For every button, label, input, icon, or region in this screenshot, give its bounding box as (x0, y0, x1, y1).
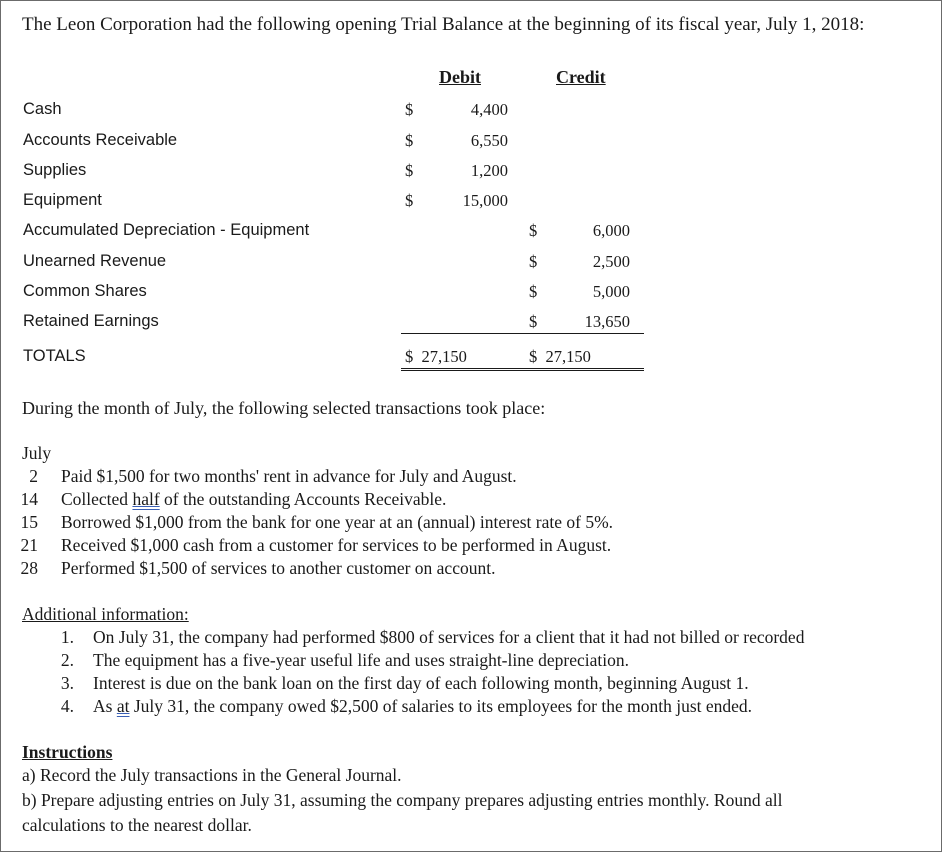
transaction-text: Collected half of the outstanding Accounts Receivable. (61, 489, 447, 509)
account-name: Accounts Receivable (23, 131, 178, 149)
currency-sign: $ (529, 221, 538, 240)
additional-info-heading: Additional information: (22, 604, 189, 624)
debit-amount: 4,400 (470, 100, 508, 119)
transaction-text: Paid $1,500 for two months' rent in advance for July and August. (61, 466, 517, 486)
account-name: Retained Earnings (23, 312, 159, 330)
transaction-text: Performed $1,500 of services to another customer on account. (61, 558, 496, 578)
transaction-day: 21 (20, 535, 38, 555)
totals-double-rule (401, 368, 644, 371)
transaction-day: 28 (20, 558, 38, 578)
total-credit: $ 27,150 (529, 347, 591, 366)
instruction-line: calculations to the nearest dollar. (22, 815, 252, 835)
item-number: 1. (60, 627, 74, 647)
transaction-day: 15 (20, 512, 38, 532)
currency-sign: $ (405, 100, 414, 119)
account-name: Cash (23, 100, 62, 118)
credit-amount: 13,650 (584, 312, 630, 331)
transaction-text: Borrowed $1,000 from the bank for one year at an (annual) interest rate of 5%. (61, 512, 614, 532)
account-name: Unearned Revenue (23, 252, 167, 270)
transaction-day: 14 (20, 489, 38, 509)
additional-item: Interest is due on the bank loan on the first day of each following month, beginning August 1. (93, 673, 749, 693)
instructions-heading: Instructions (22, 742, 113, 762)
transaction-text: Received $1,000 cash from a customer for services to be performed in August. (61, 535, 612, 555)
item-number: 2. (60, 650, 74, 670)
totals-label: TOTALS (23, 347, 86, 365)
additional-item: On July 31, the company had performed $800 of services for a client that it had not billed or recorded (93, 627, 805, 647)
debit-amount: 6,550 (470, 131, 508, 150)
instruction-line: a) Record the July transactions in the General Journal. (22, 765, 402, 785)
currency-sign: $ (529, 282, 538, 301)
currency-sign: $ (405, 161, 414, 180)
currency-sign: $ (529, 252, 538, 271)
transactions-intro: During the month of July, the following selected transactions took place: (22, 398, 546, 418)
additional-item: The equipment has a five-year useful life and uses straight-line depreciation. (93, 650, 629, 670)
currency-sign: $ (405, 191, 414, 210)
credit-amount: 2,500 (592, 252, 630, 271)
credit-column-header: Credit (556, 67, 606, 87)
transaction-day: 2 (29, 466, 38, 486)
credit-amount: 5,000 (592, 282, 630, 301)
additional-item: As at July 31, the company owed $2,500 of salaries to its employees for the month just ended. (93, 696, 753, 716)
month-label: July (22, 443, 52, 463)
account-name: Common Shares (23, 282, 147, 300)
item-number: 3. (60, 673, 74, 693)
currency-sign: $ (529, 312, 538, 331)
subtotal-rule (401, 333, 644, 334)
credit-amount: 6,000 (592, 221, 630, 240)
item-number: 4. (60, 696, 74, 716)
account-name: Equipment (23, 191, 102, 209)
currency-sign: $ (405, 131, 414, 150)
intro-text: The Leon Corporation had the following opening Trial Balance at the beginning of its fiscal year, July 1, 2018: (22, 14, 865, 35)
debit-column-header: Debit (439, 67, 481, 87)
debit-amount: 1,200 (470, 161, 508, 180)
account-name: Supplies (23, 161, 87, 179)
instruction-line: b) Prepare adjusting entries on July 31, assuming the company prepares adjusting entries monthly. Round all (22, 790, 783, 810)
account-name: Accumulated Depreciation - Equipment (23, 221, 310, 239)
total-debit: $ 27,150 (405, 347, 467, 366)
debit-amount: 15,000 (462, 191, 508, 210)
